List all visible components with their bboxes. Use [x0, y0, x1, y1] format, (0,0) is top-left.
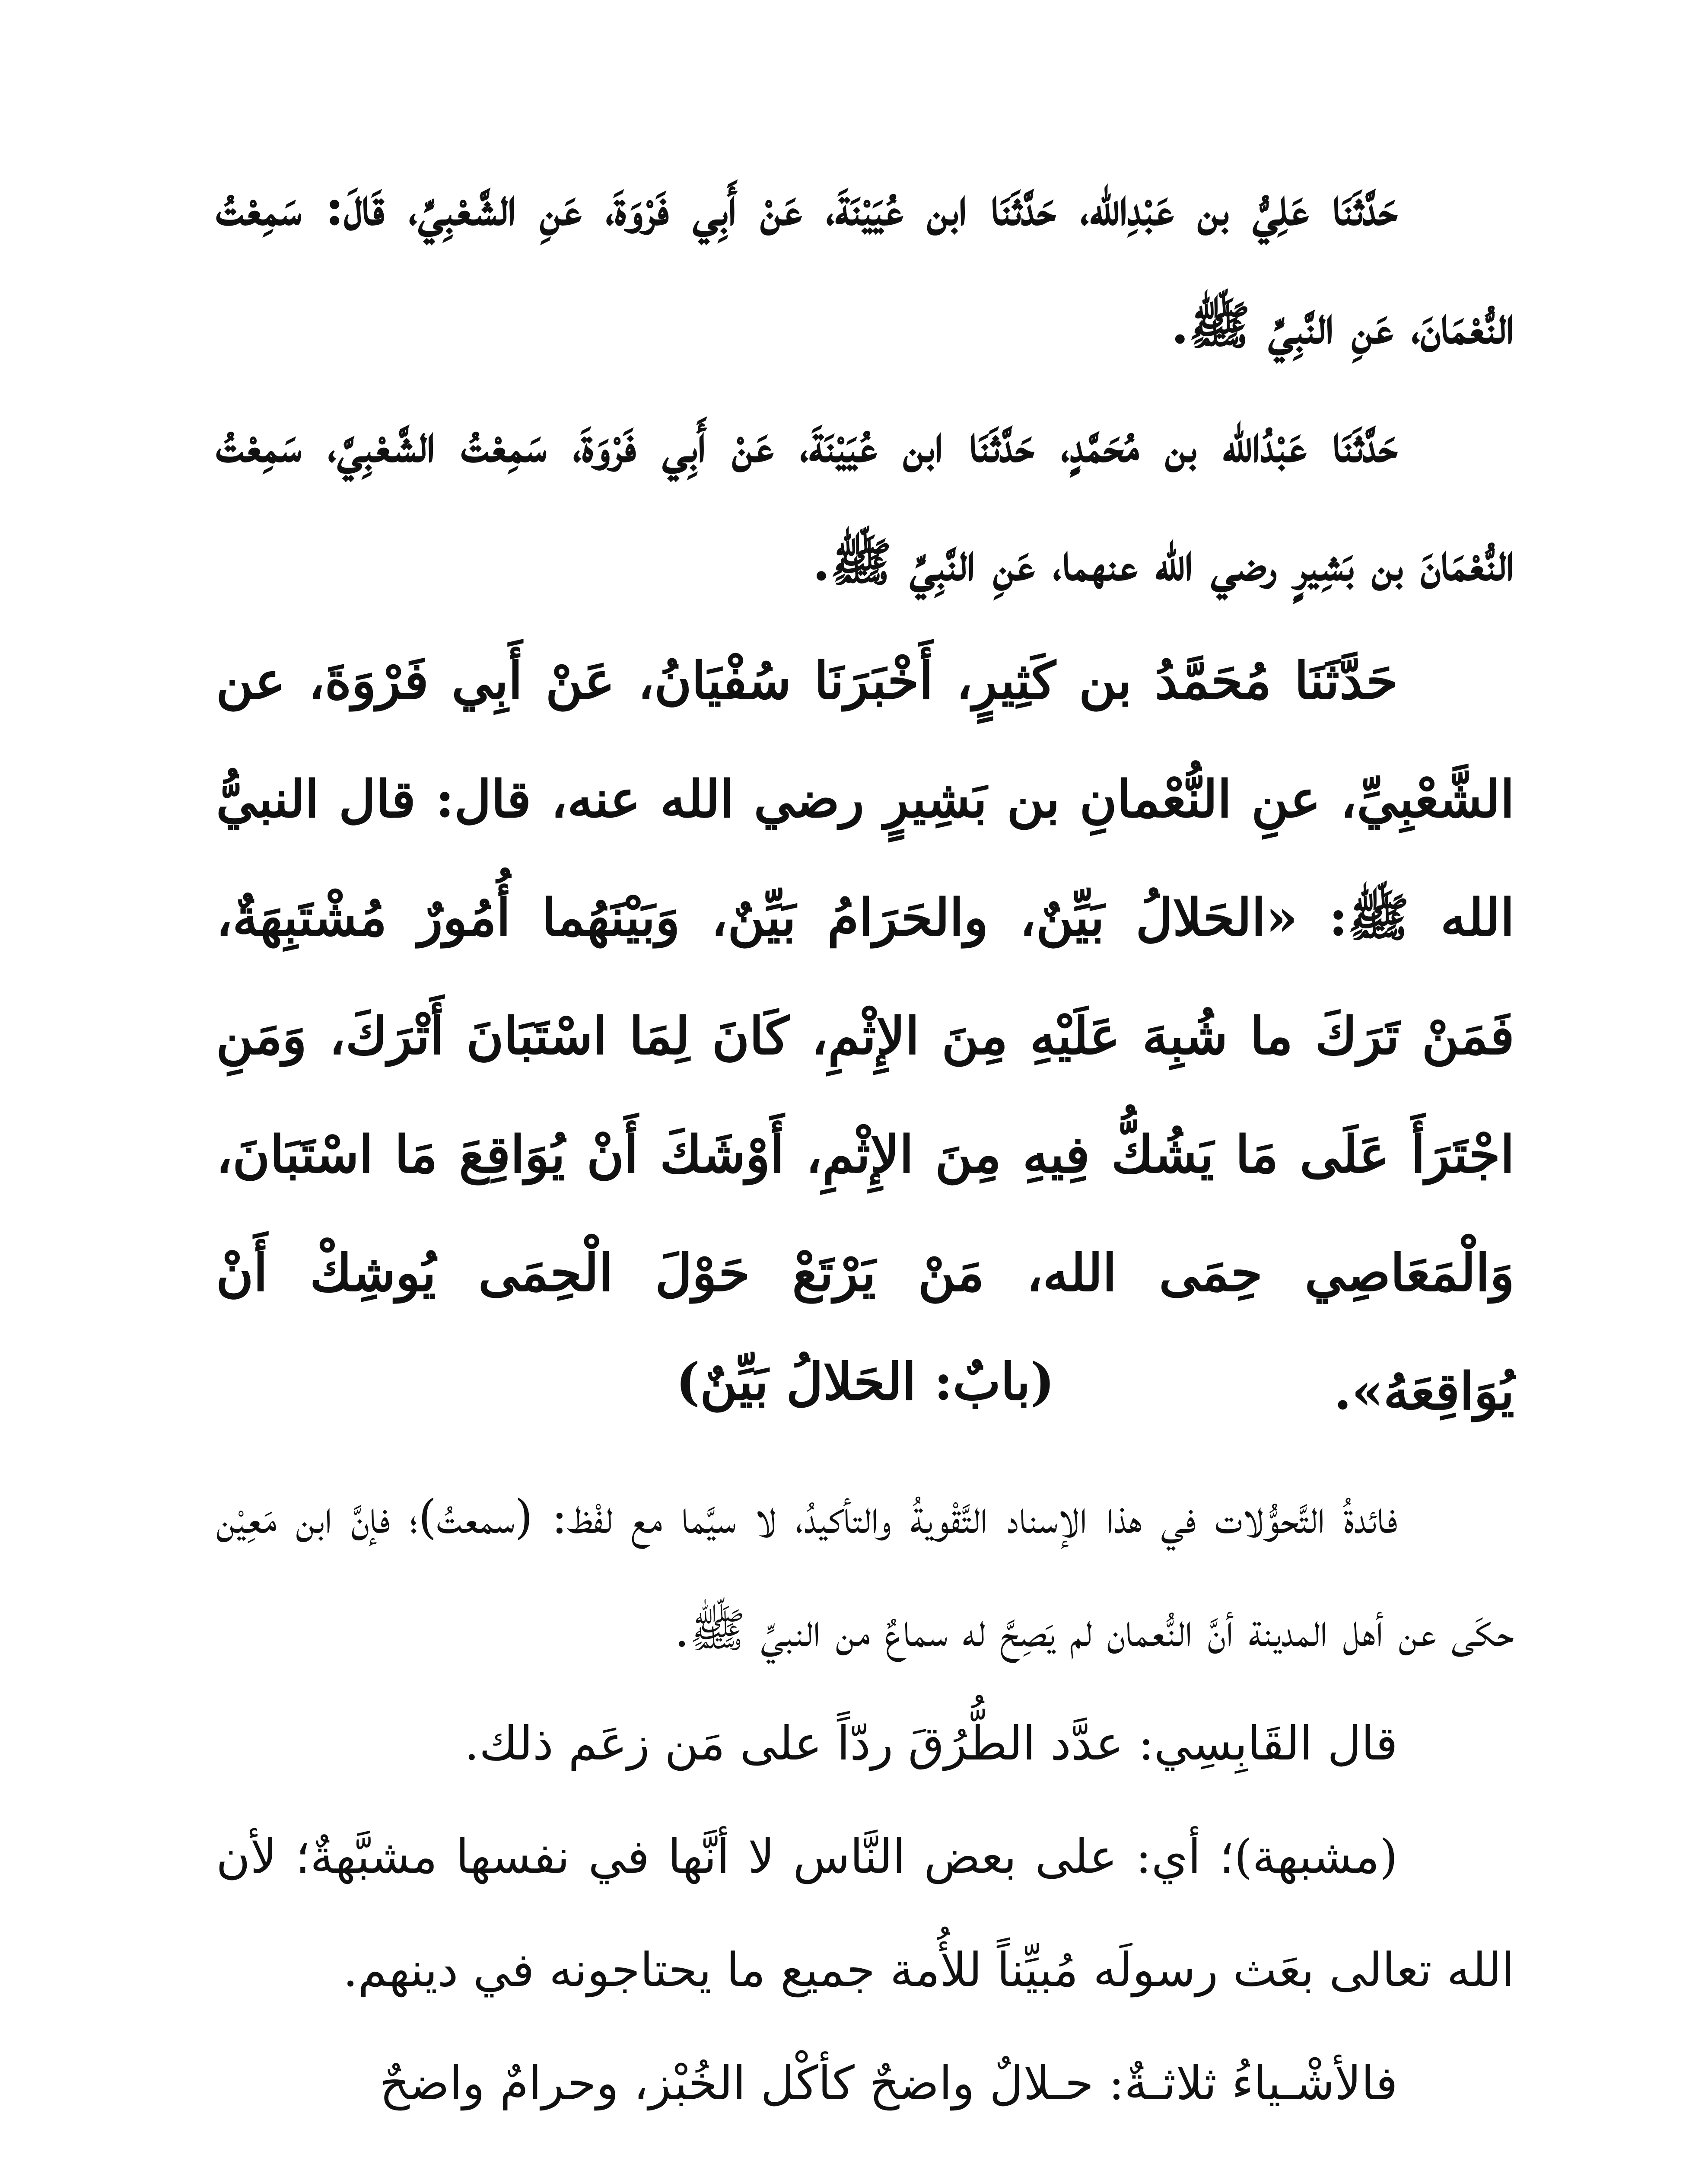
hadith-paragraph-1: حَدَّثَنَا عَلِيُّ بن عَبْدِالله، حَدَّثَنَا ابن عُيَيْنَةَ، عَنْ أَبِي فَرْوَةَ، عَنِ الشَّعْبِيِّ، قَالَ: سَمِعْتُ النُّعْمَانَ، عَنِ النَّبِيِّ ﷺ. — [216, 177, 1514, 355]
hadith-text-block — [216, 148, 1514, 1450]
commentary-paragraph-1: فائدةُ التَّحوُّلات في هذا الإسناد التَّقْويةُ والتأكيدُ، لا سيَّما مع لفْظ: (سمعتُ)؛ فإنَّ ابن مَعِيْن حكَى عن أهل المدينة أنَّ النُّعمان لم يَصِحَّ له سماعٌ من النبيِّ ﷺ. — [216, 1490, 1514, 1657]
chapter-heading: (بابٌ: الحَلالُ بَيِّنٌ) — [676, 1351, 1055, 1412]
commentary-paragraph-3: (مشبهة)؛ أي: على بعض النَّاس لا أنَّها في نفسها مشبَّهةٌ؛ لأن الله تعالى بعَث رسولَه مُبيِّناً للأُمة جميع ما يحتاجونه في دينهم. — [216, 1830, 1514, 1997]
hadith-paragraph-3: حَدَّثَنَا مُحَمَّدُ بن كَثِيرٍ، أَخْبَرَنَا سُفْيَانُ، عَنْ أَبِي فَرْوَةَ، عن الشَّعْبِيِّ، عنِ النُّعْمانِ بن بَشِيرٍ رضي الله عنه، قال: قال النبيُّ الله ﷺ: «الحَلالُ بَيِّنٌ، والحَرَامُ بَيِّنٌ، وَبَيْنَهُما أُمُورٌ مُشْتَبِهَةٌ، فَمَنْ تَرَكَ ما شُبِهَ عَلَيْهِ مِنَ الإِثْمِ، كَانَ لِمَا اسْتَبَانَ أَتْرَكَ، وَمَنِ اجْتَرَأَ عَلَى مَا يَشُكُّ فِيهِ مِنَ الإِثْمِ، أَوْشَكَ أَنْ يُوَاقِعَ مَا اسْتَبَانَ، وَالْمَعَاصِي حِمَى الله، مَنْ يَرْتَعْ حَوْلَ الْحِمَى يُوشِكْ أَنْ يُوَاقِعَهُ». — [216, 650, 1514, 1421]
commentary-paragraph-4: فالأشْـياءُ ثلاثـةٌ: حـلالٌ واضحٌ كأكْل الخُبْز، وحرامٌ واضحٌ — [379, 2056, 1398, 2110]
commentary-text-block — [216, 1461, 1514, 2140]
commentary-paragraph-2: قال القَابِسِي: عدَّد الطُّرُقَ ردّاً على مَن زعَم ذلك. — [464, 1717, 1398, 1771]
hadith-paragraph-2: حَدَّثَنَا عَبْدُالله بن مُحَمَّدٍ، حَدَّثَنَا ابن عُيَيْنَةَ، عَنْ أَبِي فَرْوَةَ، سَمِعْتُ الشَّعْبِيَّ، سَمِعْتُ النُّعْمَانَ بن بَشِيرٍ رضي الله عنهما، عَنِ النَّبِيِّ ﷺ. — [216, 414, 1514, 592]
